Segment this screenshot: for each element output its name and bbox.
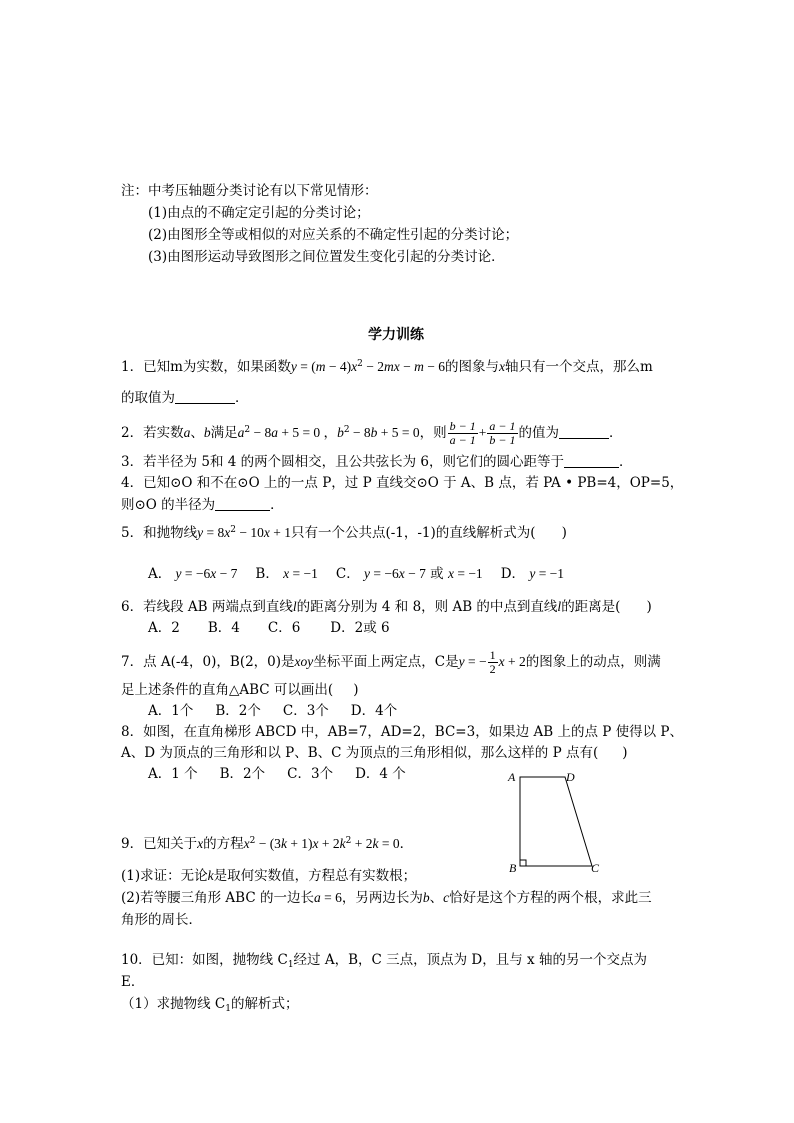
option-a[interactable]: A．1个 <box>148 703 194 719</box>
answer-blank[interactable] <box>559 425 609 439</box>
vertex-label-b: B <box>509 861 517 875</box>
question-6: 6．若线段 AB 两端点到直线l的距离分别为 4 和 8，则 AB 的中点到直线l的距离是( ) <box>121 599 652 615</box>
question-1-cont: 的取值为 ． <box>121 390 249 406</box>
vertex-label-a: A <box>508 770 516 784</box>
trapezoid-figure <box>502 768 612 878</box>
question-8-options <box>148 765 406 783</box>
question-1: 1．已知m为实数，如果函数$y = (m - 4)x^2 - 2mx - m - 6$的图象与x轴只有一个交点，那么m <box>121 359 653 375</box>
option-a[interactable]: A．1 个 <box>148 766 198 782</box>
question-7-cont: 足上述条件的直角△ABC 可以画出( ) <box>121 682 359 698</box>
fraction-a-over-b: $\frac{a - 1}{b - 1}$ <box>489 419 516 447</box>
note-item-3: (3)由图形运动导致图形之间位置发生变化引起的分类讨论． <box>148 249 505 265</box>
question-9-part-1: (1)求证：无论k是取何实数值，方程总有实数根； <box>121 868 417 884</box>
question-10-cont: E． <box>121 974 145 990</box>
question-2: 2．若实数a、b满足$a^2 - 8a + 5 = 0$ ，$b^2 - 8b + 5 = 0$，则 $\frac{b - 1}{a - 1}$ + $\frac{a - 1}{b - 1}$ 的值为 ． <box>121 419 623 447</box>
vertex-label-d: D <box>566 770 575 784</box>
question-8-cont: A、D 为顶点的三角形和以 P、B、C 为顶点的三角形相似，那么这样的 P 点有( ) <box>121 745 628 761</box>
question-9: 9．已知关于x的方程$x^2 - (3k + 1)x + 2k^2 + 2k = 0$． <box>121 836 414 852</box>
option-d[interactable]: D．4个 <box>350 703 398 719</box>
question-5: 5．和抛物线$y = 8x^2 - 10x + 1$只有一个公共点(-1，-1)的直线解析式为( ) <box>121 525 567 541</box>
q1-function-formula: y <box>290 359 297 374</box>
section-title: 学力训练 <box>368 327 424 343</box>
answer-blank[interactable] <box>215 497 270 511</box>
option-a[interactable]: A．2 <box>148 620 180 636</box>
fraction-one-half: $\frac{1}{2}$ <box>489 648 496 676</box>
option-a[interactable]: A． <box>148 566 172 582</box>
question-7-options <box>148 702 397 720</box>
question-5-options: A． y = −6x − 7 B． x = −1 C． y = −6x − 7 或 x = −1 D． y = −1 <box>148 566 565 582</box>
option-b[interactable]: B．2个 <box>215 703 261 719</box>
question-10: 10．已知：如图，抛物线 $C_1$经过 A，B，C 三点，顶点为 D，且与 x 轴的另一个交点为 <box>121 952 647 970</box>
option-d[interactable]: D．2或 6 <box>330 620 390 636</box>
question-9-part-2: (2)若等腰三角形 ABC 的一边长a = 6，另两边长为b、c恰好是这个方程的两个根，求此三 <box>121 890 652 906</box>
note-item-1: (1)由点的不确定定引起的分类讨论； <box>148 205 370 221</box>
vertex-label-c: C <box>591 861 600 875</box>
question-4: 4．已知⊙O 和不在⊙O 上的一点 P，过 P 直线交⊙O 于 A、B 点，若 PA • PB=4，OP=5， <box>121 475 684 491</box>
right-angle-mark <box>520 860 526 866</box>
option-c[interactable]: C． <box>335 566 360 582</box>
question-7: 7．点 A(-4，0)，B(2，0)是xoy坐标平面上两定点，C是y = − $\frac{1}{2}$ x + 2的图象上的动点，则满 <box>121 648 661 676</box>
option-b[interactable]: B．4 <box>207 620 240 636</box>
trapezoid-abcd <box>520 777 592 866</box>
option-c[interactable]: C．3个 <box>287 766 334 782</box>
option-b[interactable]: B．2个 <box>219 766 266 782</box>
question-4-cont: 则⊙O 的半径为 ． <box>121 497 284 513</box>
answer-blank[interactable] <box>564 454 619 468</box>
option-c[interactable]: C．6 <box>267 620 301 636</box>
fraction-b-over-a: $\frac{b - 1}{a - 1}$ <box>449 419 476 447</box>
question-10-part-1: （1）求抛物线 $C_1$的解析式； <box>121 996 299 1014</box>
question-6-options <box>148 619 390 637</box>
option-c[interactable]: C．3个 <box>282 703 329 719</box>
option-b[interactable]: B． <box>255 566 279 582</box>
question-3: 3．若半径为 5和 4 的两个圆相交，且公共弦长为 6，则它们的圆心距等于 ． <box>121 454 633 470</box>
option-d[interactable]: D． <box>500 566 526 582</box>
question-8: 8．如图，在直角梯形 ABCD 中，AB=7，AD=2，BC=3，如果边 AB 上的点 P 使得以 P、 <box>121 724 683 740</box>
option-d[interactable]: D．4 个 <box>355 766 406 782</box>
question-9-part-2-cont: 角形的周长． <box>121 912 202 928</box>
note-item-2: (2)由图形全等或相似的对应关系的不确定性引起的分类讨论； <box>148 227 519 243</box>
answer-blank[interactable] <box>175 390 235 404</box>
note-intro: 注：中考压轴题分类讨论有以下常见情形： <box>121 183 378 199</box>
